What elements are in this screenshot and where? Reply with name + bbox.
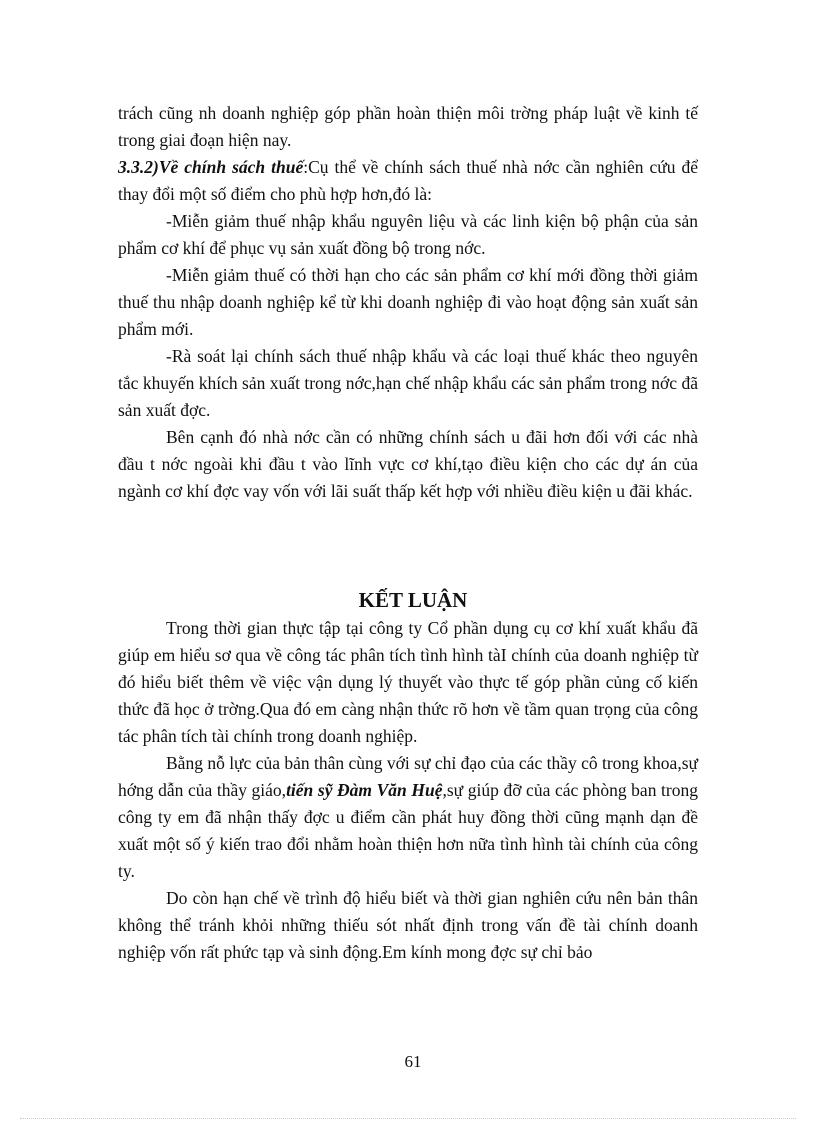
paragraph-intro-continuation: trách cũng nh doanh nghiệp góp phần hoàn thiện môi trờng pháp luật về kinh tế trong giai đoạn hiện nay. bbox=[118, 103, 698, 150]
paragraph-review-import-tax: -Rà soát lại chính sách thuế nhập khẩu và các loại thuế khác theo nguyên tắc khuyến khích sản xuất trong nớc,hạn chế nhập khẩu các sản phẩm trong nớc đã sản xuất đợc. bbox=[118, 346, 698, 420]
page-bottom-divider bbox=[20, 1118, 796, 1119]
page-body bbox=[118, 100, 698, 966]
paragraph-conclusion-thanks bbox=[118, 750, 698, 885]
thanks-text-after: ,sự giúp đỡ của các phòng ban trong công ty em đã nhận thấy đợc u điểm cần phát huy đồng thời cũng mạnh dạn đề xuất một số ý kiến trao đổi nhằm hoàn thiện hơn nữa tình hình tài chính của công ty. bbox=[118, 780, 698, 881]
paragraph-import-tax-exemption: -Miễn giảm thuế nhập khẩu nguyên liệu và các linh kiện bộ phận của sản phẩm cơ khí để phục vụ sản xuất đồng bộ trong nớc. bbox=[118, 211, 698, 258]
section-title-label: Về chính sách thuế bbox=[158, 157, 304, 177]
advisor-name: tiến sỹ Đàm Văn Huệ bbox=[286, 780, 443, 800]
paragraph-timed-tax-exemption: -Miễn giảm thuế có thời hạn cho các sản phẩm cơ khí mới đồng thời giảm thuế thu nhập doanh nghiệp kể từ khi doanh nghiệp đi vào hoạt động sản xuất sản phẩm mới. bbox=[118, 265, 698, 339]
page-number: 61 bbox=[404, 1052, 422, 1071]
paragraph-conclusion-internship: Trong thời gian thực tập tại công ty Cổ phần dụng cụ cơ khí xuất khẩu đã giúp em hiểu sơ qua về công tác phân tích tình hình tàI chính của doanh nghiệp từ đó hiểu biết thêm về việc vận dụng lý thuyết vào thực tế góp phần củng cố kiến thức đã học ở trờng.Qua đó em càng nhận thức rõ hơn về tầm quan trọng của công tác phân tích tài chính trong doanh nghiệp. bbox=[118, 618, 698, 746]
conclusion-title: KẾT LUẬN bbox=[358, 588, 468, 612]
section-intro-text: :Cụ thể về chính sách thuế nhà nớc cần nghiên cứu để thay đổi một số điểm cho phù hợp hơn,đó là: bbox=[118, 157, 698, 204]
section-number-label: 3.3.2) bbox=[118, 157, 159, 177]
paragraph-investor-incentives: Bên cạnh đó nhà nớc cần có những chính sách u đãi hơn đối với các nhà đầu t nớc ngoài khi đầu t vào lĩnh vực cơ khí,tạo điều kiện cho các dự án của ngành cơ khí đợc vay vốn với lãi suất thấp kết hợp với nhiều điều kiện u đãi khác. bbox=[118, 427, 698, 501]
paragraph-conclusion-limitations: Do còn hạn chế về trình độ hiểu biết và thời gian nghiên cứu nên bản thân không thể tránh khỏi những thiếu sót nhất định trong vấn đề tài chính doanh nghiệp vốn rất phức tạp và sinh động.Em kính mong đợc sự chỉ bảo bbox=[118, 888, 698, 962]
section-spacer bbox=[118, 505, 698, 585]
paragraph-tax-policy-heading bbox=[118, 154, 698, 208]
thanks-text-before: Bằng nỗ lực của bản thân cùng với sự chỉ đạo của các thầy cô trong khoa,sự hớng dẫn của thầy giáo, bbox=[118, 753, 698, 800]
